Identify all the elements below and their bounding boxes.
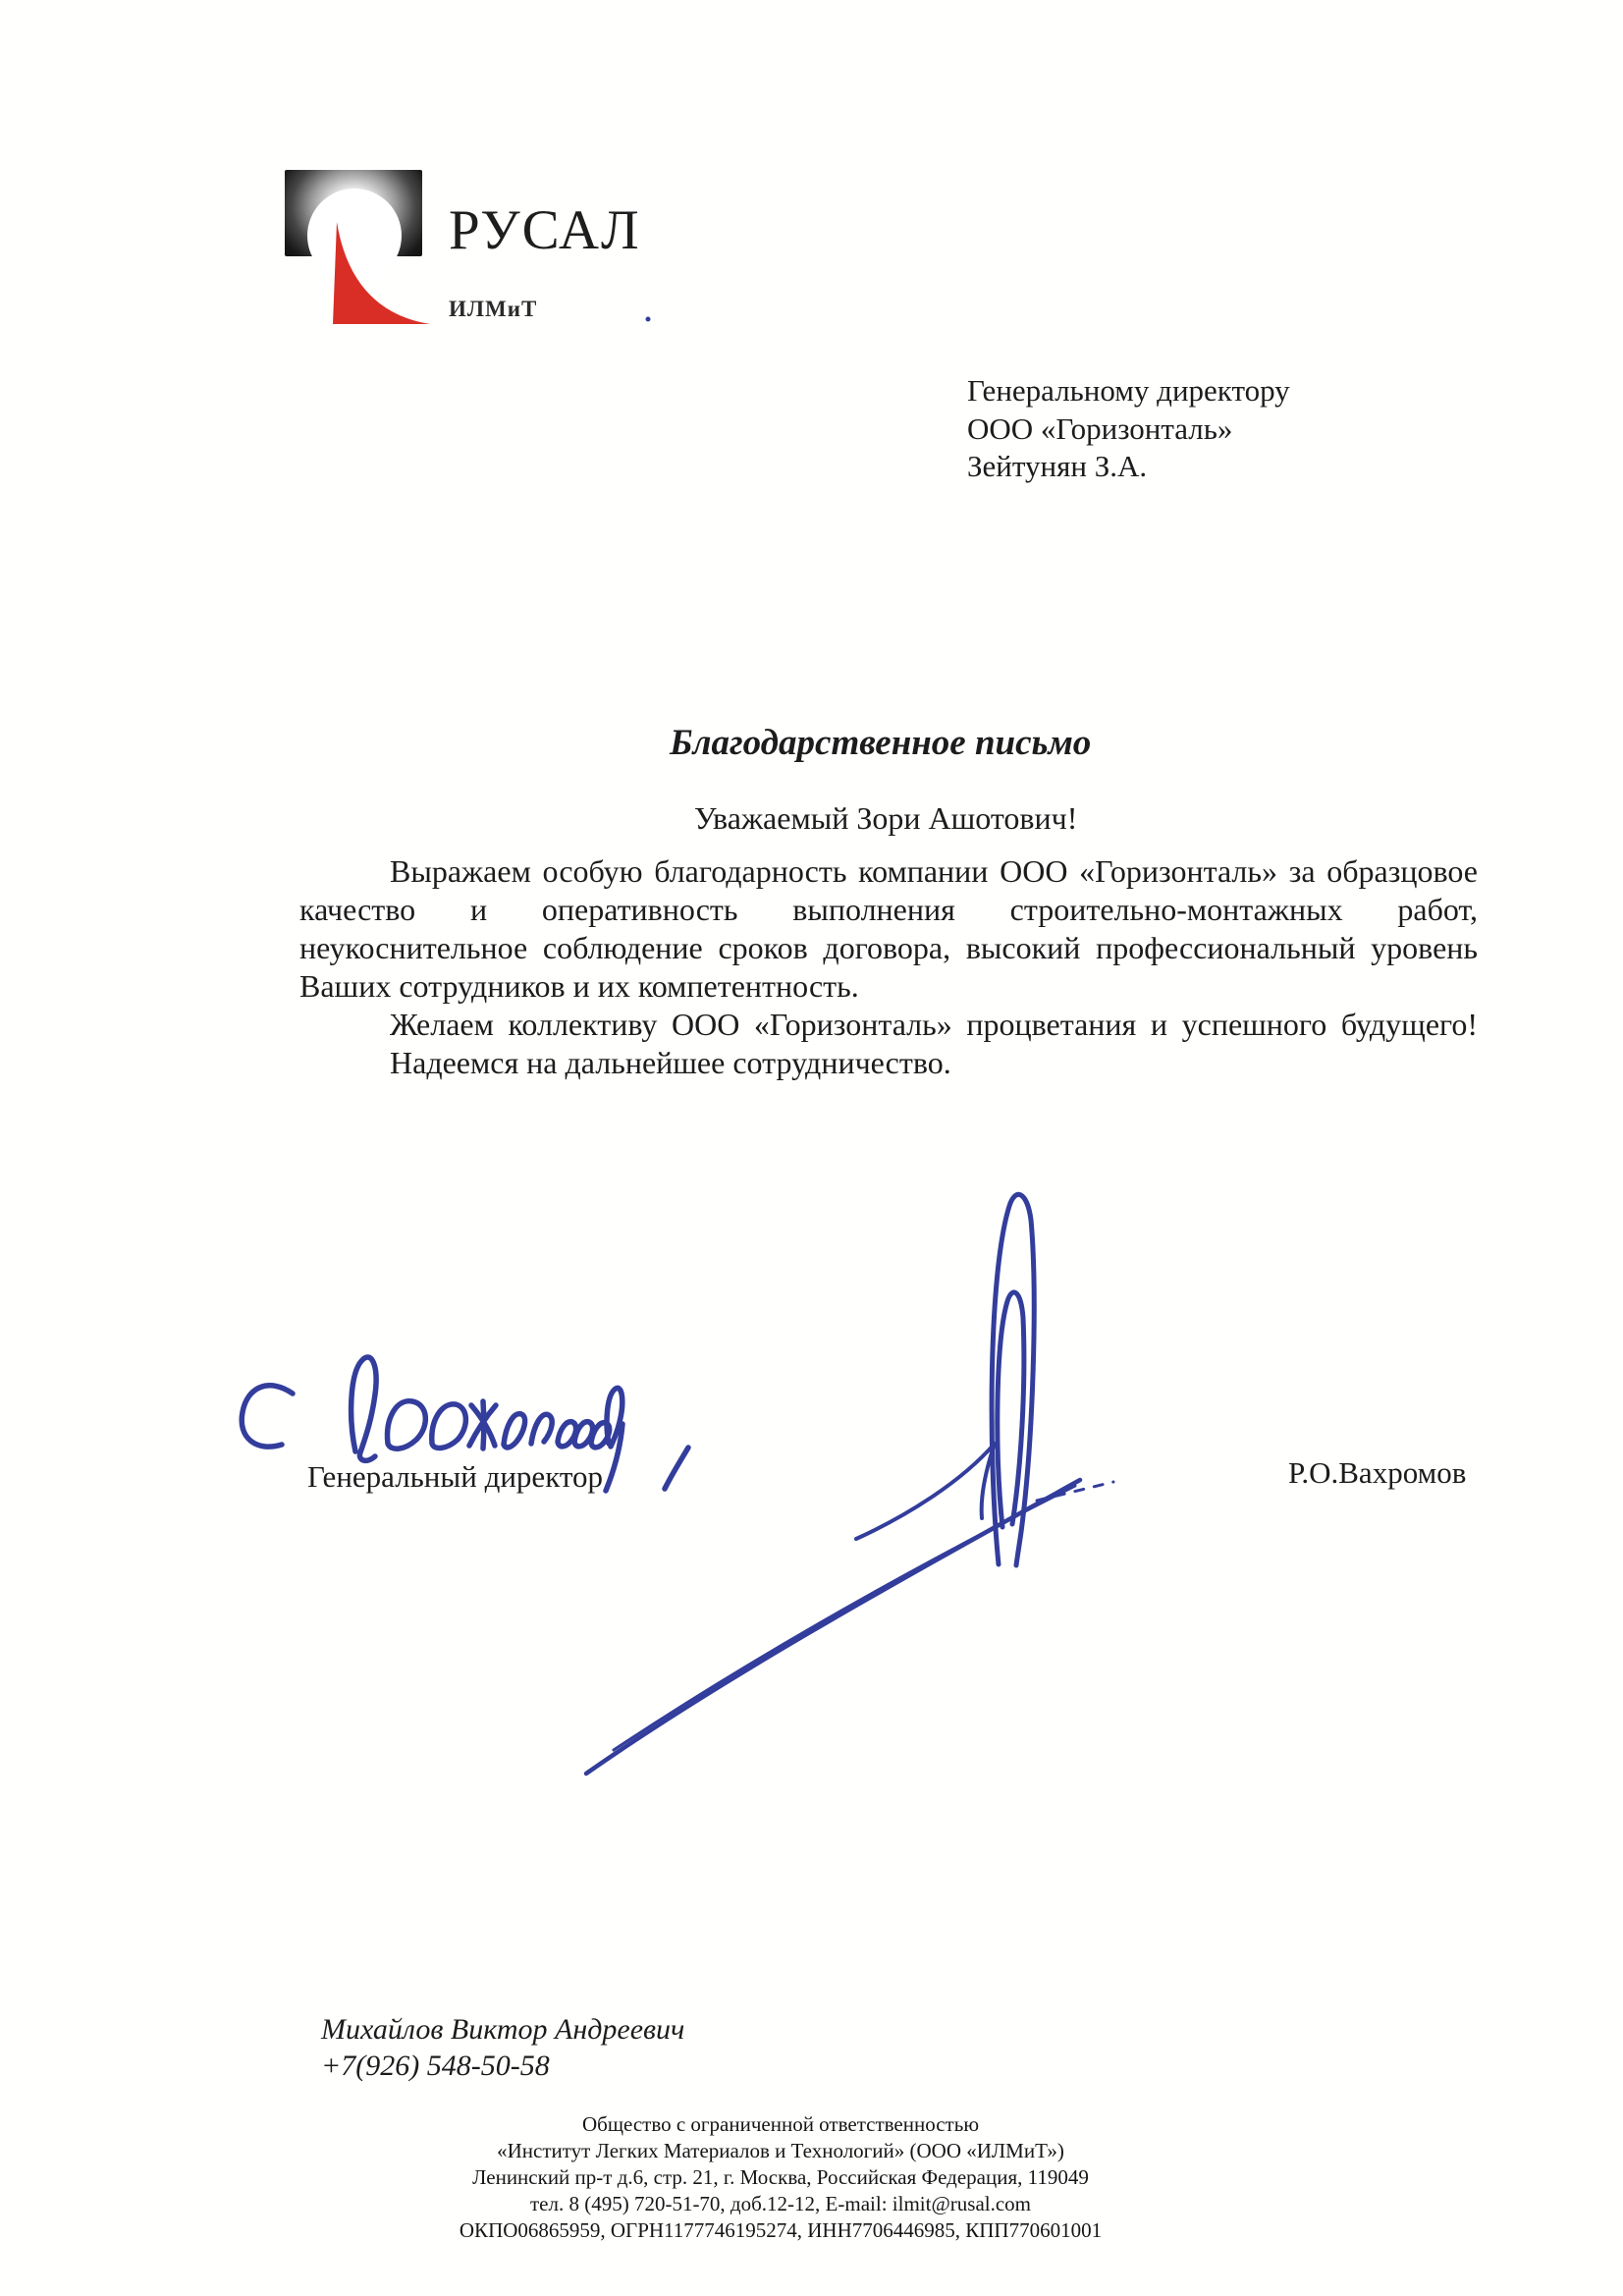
recipient-name: Зейтунян З.А. [967,449,1148,483]
body-line: качество и оперативность выполнения строительно-монтажных работ, [299,892,1478,927]
contact-name: Михайлов Виктор Андреевич [321,2013,685,2046]
salutation: Уважаемый Зори Ашотович! [694,800,1078,836]
logo-arch-icon [307,189,402,283]
letter-title: Благодарственное письмо [670,723,1092,763]
footer-line: «Институт Легких Материалов и Технологий» (ООО «ИЛМиТ») [497,2139,1064,2162]
body-line: Надеемся на дальнейшее сотрудничество. [390,1045,951,1080]
footer-block [0,2111,1561,2244]
body-line: Ваших сотрудников и их компетентность. [299,968,859,1004]
body-line: неукоснительное соблюдение сроков договора, высокий профессиональный уровень [299,930,1478,965]
footer-line: Ленинский пр-т д.6, стр. 21, г. Москва, Российская Федерация, 119049 [472,2165,1089,2189]
body-paragraph [299,852,1478,1082]
contact-block [321,2011,684,2084]
signer-position: Генеральный директор [307,1459,603,1494]
ink-dot [646,317,651,322]
division-name: ИЛМиТ [449,297,538,321]
body-line: Выражаем особую благодарность компании ООО «Горизонталь» за образцовое [390,853,1478,889]
footer-line: Общество с ограниченной ответственностью [581,2112,980,2136]
signer-name: Р.О.Вахромов [1288,1455,1467,1490]
signature-flourish [586,1194,1113,1774]
body-line: Желаем коллективу ООО «Горизонталь» процветания и успешного будущего! [390,1007,1478,1042]
contact-phone: +7(926) 548-50-58 [321,2050,550,2082]
recipient-position: Генеральному директору [967,373,1290,408]
brand-name: РУСАЛ [449,199,641,261]
footer-line: ОКПО06865959, ОГРН1177746195274, ИНН7706446985, КПП770601001 [459,2218,1103,2242]
recipient-block [967,372,1290,486]
footer-line: тел. 8 (495) 720-51-70, доб.12-12, E-mail: ilmit@rusal.com [529,2192,1032,2215]
recipient-company: ООО «Горизонталь» [967,410,1233,446]
